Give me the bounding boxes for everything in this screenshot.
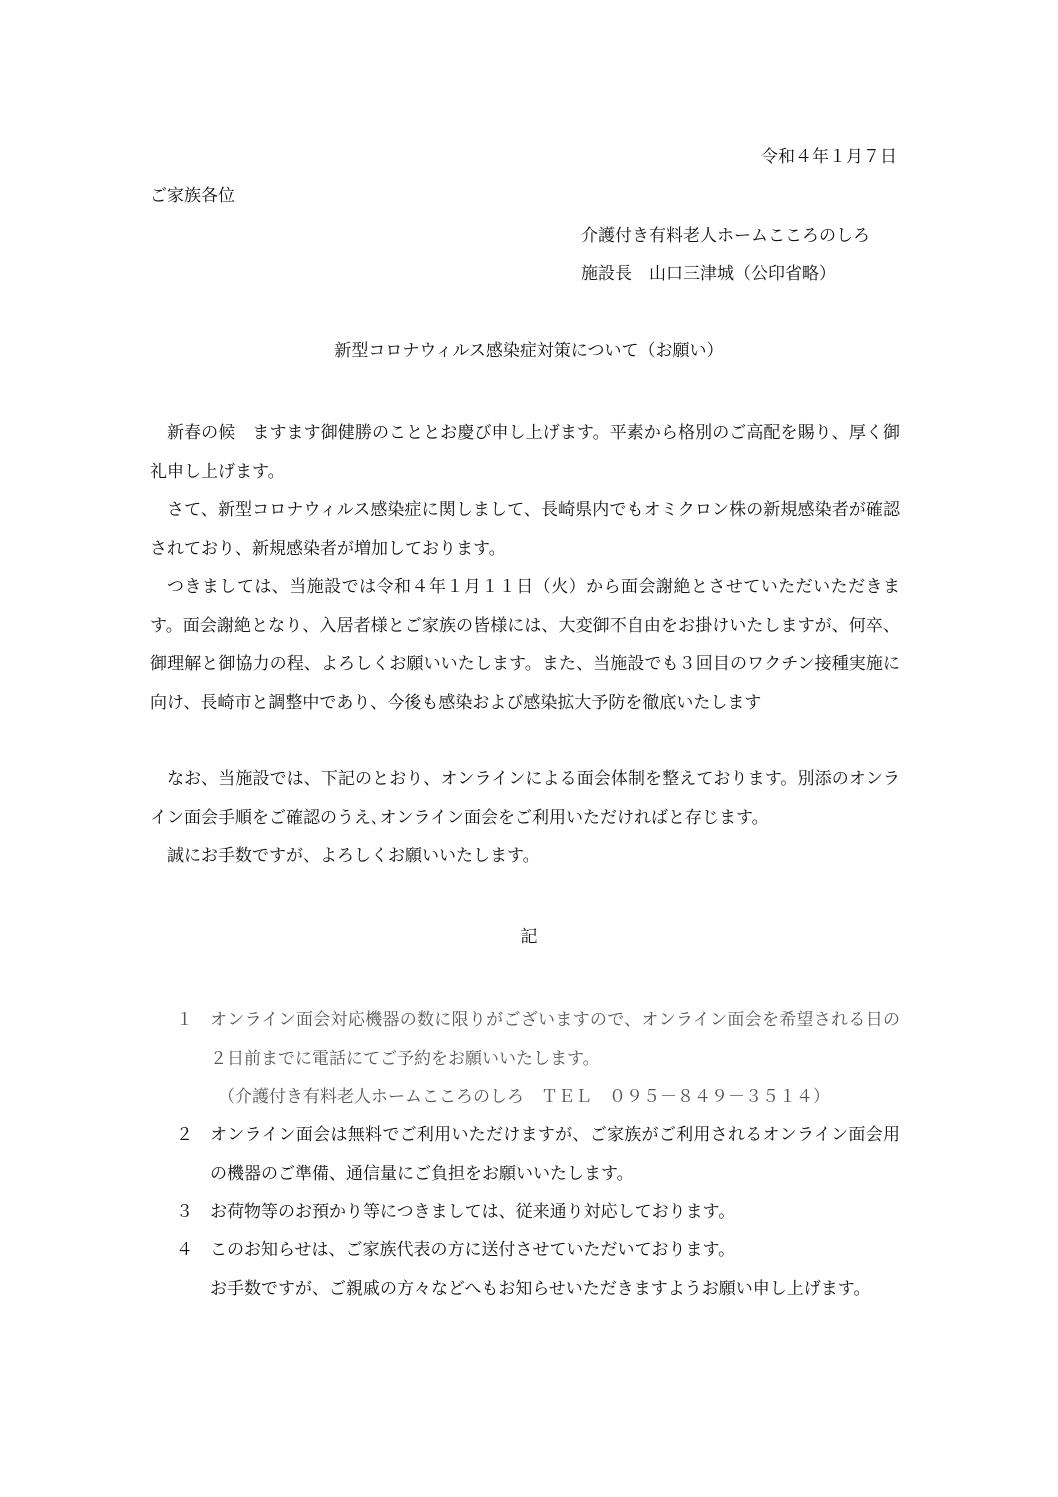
body-paragraph-visit-ban: つきましては、当施設では令和４年１月１１日（火）から面会謝絶とさせていただいただきます。面会謝絶となり、入居者様とご家族の皆様には、大変御不自由をお掛けいたしますが、何卒、御理解と御協力の程、よろしくお願いいたします。また、当施設でも３回目のワクチン接種実施に向け、長崎市と調整中であり、今後も感染および感染拡大予防を徹底いたします (150, 577, 900, 713)
list-item-number: ３ (176, 1202, 193, 1222)
list-item (176, 1231, 900, 1308)
document-title: 新型コロナウィルス感染症対策について（お願い） (334, 341, 724, 361)
body-paragraph-closing: 誠にお手数ですが、よろしくお願いいたします。 (167, 846, 540, 866)
list-item-text: お荷物等のお預かり等につきましては、従来通り対応しております。 (210, 1202, 736, 1222)
contact-telephone: （介護付き有料老人ホームこころのしろ ＴＥＬ ０９５－８４９－３５１４） (218, 1087, 830, 1107)
ki-heading: 記 (520, 927, 538, 947)
body-paragraph-online-visit: なお、当施設では、下記のとおり、オンラインによる面会体制を整えております。別添のオンライン面会手順をご確認のうえ､オンライン面会をご利用いただければと存じます。 (150, 769, 900, 828)
list-item-number: ２ (176, 1125, 193, 1145)
list-item-text: オンライン面会は無料でご利用いただけますが、ご家族がご利用されるオンライン面会用の機器のご準備、通信量にご負担をお願いいたします。 (210, 1125, 900, 1184)
list-item-text: オンライン面会対応機器の数に限りがございますので、オンライン面会を希望される日の２日前までに電話にてご予約をお願いいたします。 (210, 1010, 900, 1069)
list-item (176, 1116, 900, 1193)
body-paragraph-greeting: 新春の候 ますます御健勝のこととお慶び申し上げます。平素から格別のご高配を賜り、厚く御礼申し上げます。 (150, 423, 900, 482)
addressee: ご家族各位 (150, 186, 235, 206)
sender-organization: 介護付き有料老人ホームこころのしろ (581, 226, 870, 246)
list-item (176, 1193, 900, 1232)
body-paragraph-situation: さて、新型コロナウィルス感染症に関しまして、長崎県内でもオミクロン株の新規感染者が確認されており、新規感染者が増加しております。 (150, 500, 900, 559)
list-item-number: ４ (176, 1240, 193, 1260)
document-date: 令和４年１月７日 (761, 147, 897, 167)
list-item-number: １ (176, 1010, 193, 1030)
list-item-text: このお知らせは、ご家族代表の方に送付させていただいております。 (210, 1240, 736, 1260)
list-item (176, 1001, 900, 1078)
sender-name: 施設長 山口三津城（公印省略） (581, 264, 836, 284)
list-item-text-continued: お手数ですが、ご親戚の方々などへもお知らせいただきますようお願い申し上げます。 (210, 1278, 871, 1299)
